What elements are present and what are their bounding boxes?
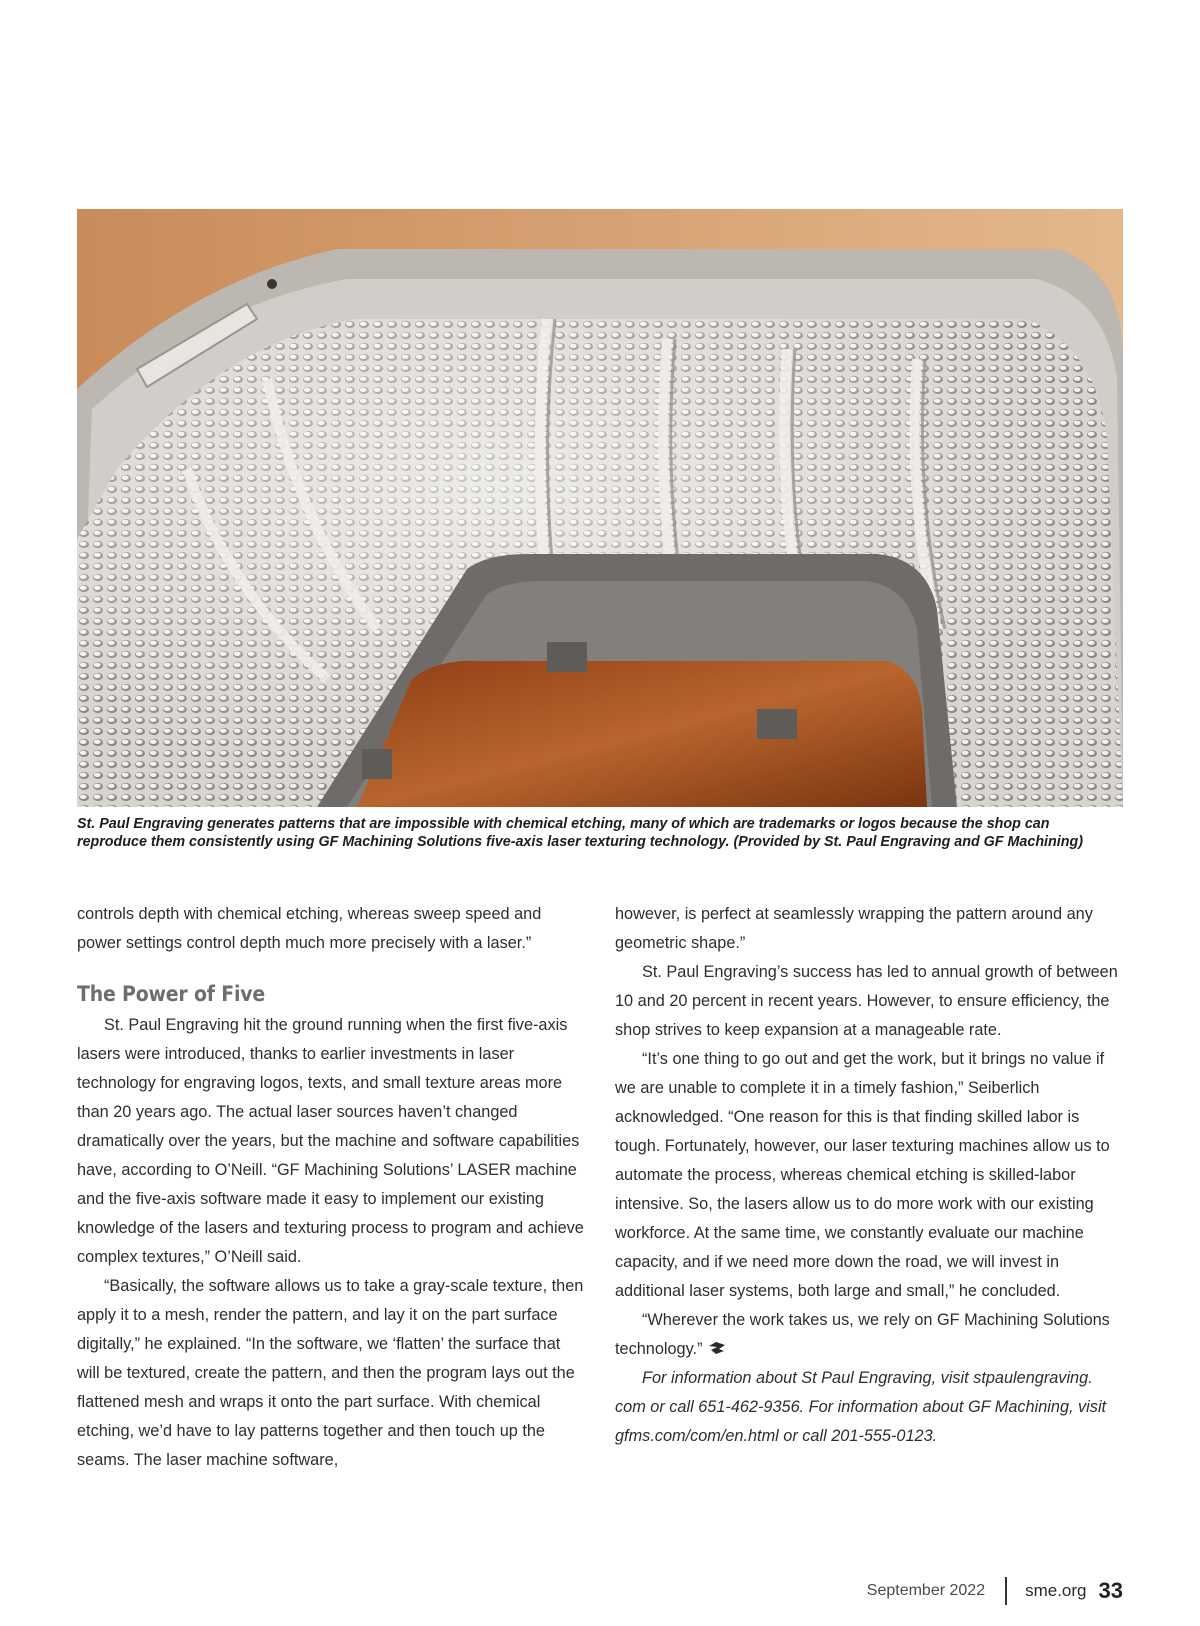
footer-divider: [1005, 1577, 1007, 1605]
paragraph: St. Paul Engraving’s success has led to annual growth of between 10 and 20 percent in recent years. However, to ensure efficiency, the shop strives to keep expansion at a manageable rate.: [615, 963, 1118, 1039]
section-heading: The Power of Five: [77, 982, 266, 1006]
paragraph: however, is perfect at seamlessly wrapping the pattern around any geometric shape.”: [615, 905, 1093, 952]
page-number: 33: [1098, 1578, 1123, 1603]
paragraph: [615, 1306, 1125, 1364]
page-footer: [867, 1576, 1123, 1606]
photo-caption: St. Paul Engraving generates patterns that are impossible with chemical etching, many of which are trademarks or logos because the shop can reproduce them consistently using GF Machining Solutions five-axis laser texturing technology. (Provided by St. Paul Engraving and GF Machining): [77, 816, 1083, 850]
paragraph: “Basically, the software allows us to take a gray-scale texture, then apply it to a mesh, render the pattern, and lay it on the part surface digitally,” he explained. “In the software, we ‘flatten’ the surface that will be textured, create the pattern, and then the program lays out the flattened mesh and wraps it onto the part surface. With chemical etching, we’d have to lay patterns together and then touch up the seams. The laser machine software,: [77, 1277, 584, 1469]
paragraph: controls depth with chemical etching, whereas sweep speed and power settings control depth much more precisely with a laser.”: [77, 905, 542, 952]
paragraph: St. Paul Engraving hit the ground running when the first five-axis lasers were introduced, thanks to earlier investments in laser technology for engraving logos, texts, and small texture areas more than 20 years ago. The actual laser sources haven’t changed dramatically over the years, but the machine and software capabilities have, according to O’Neill. “GF Machining Solutions’ LASER machine and the five-axis software made it easy to implement our existing knowledge of the lasers and texturing process to program and achieve complex textures,” O’Neill said.: [77, 1016, 584, 1266]
left-column: [77, 900, 587, 1475]
sme-end-mark-icon: [707, 1341, 727, 1355]
article-photo: [77, 209, 1123, 807]
paragraph: “It’s one thing to go out and get the work, but it brings no value if we are unable to complete it in a timely fashion,” Seiberlich acknowledged. “One reason for this is that finding skilled labor is tough. Fortunately, however, our laser texturing machines allow us to automate the process, whereas chemical etching is skilled-labor intensive. So, the lasers allow us to do more work with our existing workforce. At the same time, we constantly evaluate our machine capacity, and if we need more down the road, we will invest in additional laser systems, both large and small,” he concluded.: [615, 1050, 1110, 1300]
right-column: [615, 900, 1125, 1451]
contact-info: For information about St Paul Engraving, visit stpaulengraving. com or call 651-462-9356. For information about GF Machining, visit gfms.com/com/en.html or call 201-555-0123.: [615, 1369, 1107, 1445]
site-link[interactable]: sme.org: [1025, 1581, 1087, 1600]
issue-date: September 2022: [866, 1582, 986, 1599]
closing-quote: “Wherever the work takes us, we rely on GF Machining Solutions technology.”: [615, 1311, 1110, 1358]
